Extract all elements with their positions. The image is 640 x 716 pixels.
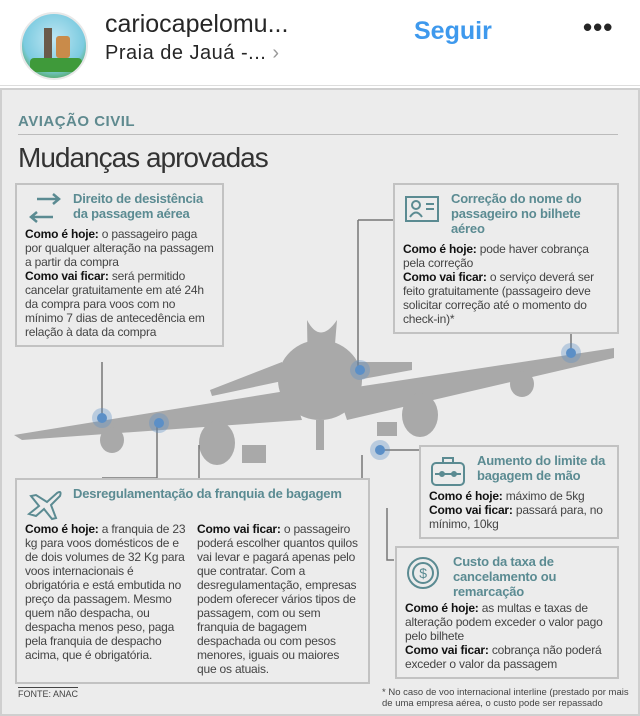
box-text: o passageiro poderá escolher quantos quilos vai levar e pagará apenas pelo que contratar. Com a desregulamentação, empresas podem oferecer vários tipos de passagem, com ou sem franquia de bagagem despachada ou com pesos menores, iguais ou maiores que os atuais. — [197, 522, 358, 676]
label: Como é hoje: — [429, 489, 503, 503]
box-title: Custo da taxa de cancelamento ou remarcação — [453, 554, 557, 599]
info-box-bagagem-mao — [419, 445, 619, 539]
left-column — [15, 478, 370, 699]
label: Como é hoje: — [25, 522, 99, 536]
info-box-taxa-cancelamento — [395, 546, 619, 679]
infographic-title: Mudanças aprovadas — [18, 142, 268, 173]
username[interactable]: cariocapelomu... — [105, 10, 289, 38]
divider — [18, 134, 618, 135]
label: Como vai ficar: — [25, 269, 109, 283]
chevron-right-icon: › — [272, 42, 280, 64]
label: Como é hoje: — [405, 601, 479, 615]
airplane-icon — [25, 488, 65, 522]
more-options-icon[interactable]: ••• — [583, 12, 614, 42]
id-card-icon — [403, 193, 443, 227]
label: Como vai ficar: — [197, 522, 281, 536]
box-text: máximo de 5kg — [505, 489, 585, 503]
location[interactable] — [105, 42, 279, 65]
box-text: as multas e taxas de alteração podem exceder o valor pago pelo bilhete — [405, 601, 603, 643]
right-column — [382, 445, 629, 709]
box-title: Aumento do limite da bagagem de mão — [477, 453, 606, 483]
info-box-correcao-nome — [393, 183, 619, 334]
avatar[interactable] — [20, 12, 88, 80]
label: Como vai ficar: — [429, 503, 513, 517]
box-text: pode haver cobrança pela correção — [403, 242, 589, 270]
arrows-exchange-icon — [25, 193, 65, 227]
svg-text:$: $ — [419, 565, 427, 581]
infographic-image — [0, 88, 640, 716]
box-text: o serviço deverá ser feito gratuitamente (passageiro deve solicitar correção até o momento do check-in)* — [403, 270, 594, 326]
label: Como vai ficar: — [403, 270, 487, 284]
box-text: será permitido cancelar gratuitamente em até 24h da compra para voos com no mínimo 7 dias de antecedência em relação à data da compra — [25, 269, 205, 339]
box-text: passará para, no mínimo, 10kg — [429, 503, 603, 531]
location-text: Praia de Jauá -... — [105, 42, 267, 64]
box-title: Desregulamentação da franquia de bagagem — [73, 486, 342, 501]
box-title: Direito de desistência da passagem aérea — [73, 191, 203, 221]
footnote: * No caso de voo internacional interline (prestado por mais de uma empresa aérea, o custo pode ser repassado — [382, 687, 629, 709]
follow-button[interactable]: Seguir — [414, 17, 492, 45]
box-text: cobrança não poderá exceder o valor da passagem — [405, 643, 602, 671]
post-header — [0, 0, 640, 86]
label: Como vai ficar: — [405, 643, 489, 657]
box-text: o passageiro paga por qualquer alteração na passagem a partir da compra — [25, 227, 214, 269]
label: Como é hoje: — [25, 227, 99, 241]
section-label: AVIAÇÃO CIVIL — [18, 113, 136, 130]
info-box-desistencia — [15, 183, 224, 347]
dollar-coin-icon — [405, 556, 445, 590]
box-text: a franquia de 23 kg para voos domésticos de e de dois volumes de 32 Kg para voos internacionais é obrigatória e está embutida no preço da passagem. Mesmo quem não despacha, ou despacha menos peso, paga pela franquia de despacho acima, que é obrigatória. — [25, 522, 186, 662]
suitcase-icon — [429, 455, 469, 489]
box-title: Correção do nome do passageiro no bilhete aéreo — [451, 191, 582, 236]
label: Como é hoje: — [403, 242, 477, 256]
source: FONTE: ANAC — [18, 689, 79, 699]
info-box-franquia-bagagem — [15, 478, 370, 684]
